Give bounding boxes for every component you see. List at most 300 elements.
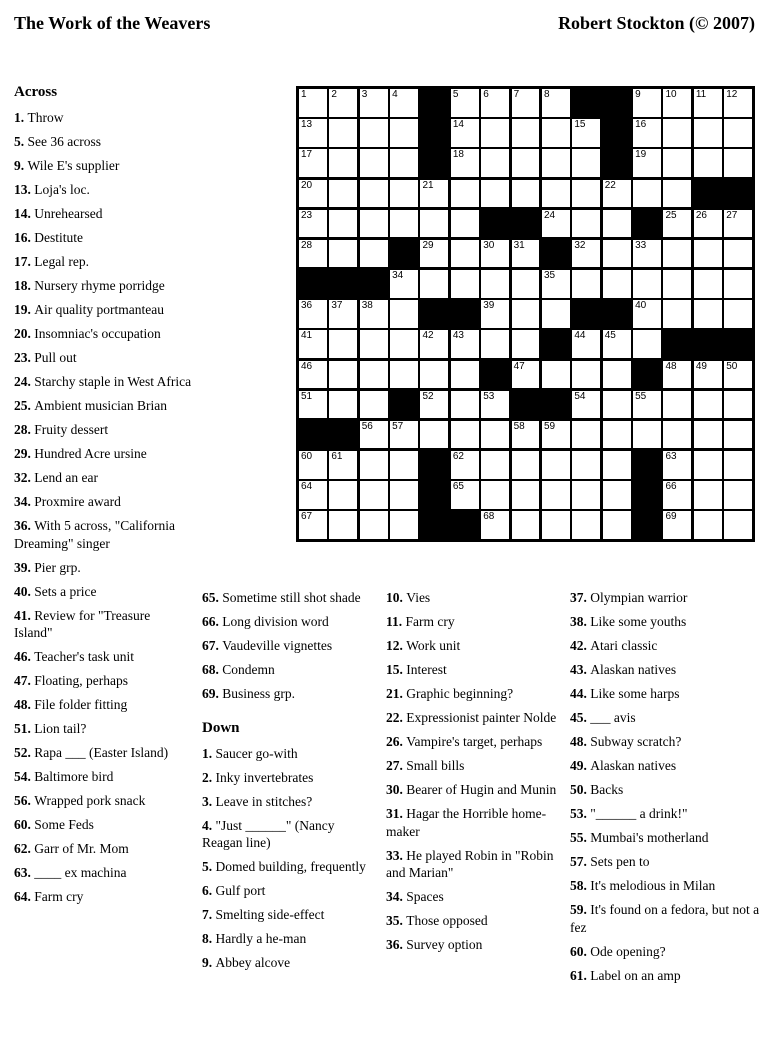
grid-cell[interactable] [360, 511, 388, 539]
grid-cell[interactable] [329, 300, 357, 328]
grid-cell[interactable] [451, 361, 479, 389]
grid-cell[interactable] [663, 300, 691, 328]
across-clue-36: 36. With 5 across, "California Dreaming" singer [14, 518, 175, 551]
grid-cell[interactable] [481, 391, 509, 419]
grid-cell[interactable] [390, 210, 418, 238]
cell-number: 27 [726, 209, 738, 221]
puzzle-author: Robert Stockton (© 2007) [558, 13, 755, 33]
cell-number: 20 [301, 179, 313, 191]
grid-cell[interactable] [481, 119, 509, 147]
grid-cell[interactable] [542, 451, 570, 479]
grid-cell[interactable] [694, 119, 722, 147]
grid-cell[interactable] [542, 270, 570, 298]
across-clue-number: 17. [14, 254, 35, 269]
grid-cell[interactable] [481, 330, 509, 358]
cell-number: 51 [301, 390, 313, 402]
across-clue-number: 13. [14, 182, 35, 197]
grid-cell[interactable] [481, 421, 509, 449]
grid-cell[interactable] [360, 119, 388, 147]
down-clue-6: 6. Gulf port [202, 883, 266, 898]
across-clue-number: 28. [14, 422, 35, 437]
grid-cell[interactable] [451, 391, 479, 419]
across-clue-number: 64. [14, 889, 35, 904]
down-clue-4: 4. "Just ______" (Nancy Reagan line) [202, 817, 335, 850]
crossword-grid [296, 86, 755, 542]
down-clue-number: 33. [386, 847, 407, 863]
cell-number: 57 [392, 420, 404, 432]
grid-cell[interactable] [390, 451, 418, 479]
grid-cell[interactable] [663, 421, 691, 449]
down-clue-number: 27. [386, 758, 407, 773]
grid-cell[interactable] [390, 481, 418, 509]
grid-cell[interactable] [390, 511, 418, 539]
cell-number: 40 [635, 300, 647, 312]
grid-cell[interactable] [724, 89, 752, 117]
grid-cell[interactable] [390, 180, 418, 208]
down-clue-number: 38. [570, 614, 591, 629]
grid-cell[interactable] [542, 119, 570, 147]
cell-number: 39 [483, 300, 495, 312]
grid-cell[interactable] [512, 240, 540, 268]
grid-cell[interactable] [542, 210, 570, 238]
grid-cell[interactable] [694, 511, 722, 539]
grid-cell[interactable] [451, 270, 479, 298]
black-cell [572, 300, 600, 328]
cell-number: 48 [665, 360, 677, 372]
across-clue-28: 28. Fruity dessert [14, 422, 109, 437]
grid-cell[interactable] [390, 149, 418, 177]
grid-cell[interactable] [572, 421, 600, 449]
grid-cell[interactable] [420, 330, 448, 358]
grid-cell[interactable] [512, 300, 540, 328]
grid-cell[interactable] [481, 180, 509, 208]
grid-cell[interactable] [694, 451, 722, 479]
grid-cell[interactable] [663, 451, 691, 479]
cell-number: 54 [574, 390, 586, 402]
grid-cell[interactable] [420, 210, 448, 238]
across-heading: Across [14, 84, 58, 100]
grid-cell[interactable] [694, 240, 722, 268]
grid-cell[interactable] [329, 119, 357, 147]
down-clue-number: 2. [202, 769, 216, 785]
grid-cell[interactable] [694, 270, 722, 298]
grid-cell[interactable] [694, 481, 722, 509]
grid-cell[interactable] [512, 89, 540, 117]
black-cell [420, 149, 448, 177]
grid-cell[interactable] [542, 481, 570, 509]
grid-cell[interactable] [420, 270, 448, 298]
grid-cell[interactable] [329, 481, 357, 509]
grid-cell[interactable] [512, 119, 540, 147]
black-cell [360, 270, 388, 298]
black-cell [603, 300, 631, 328]
across-clue-number: 24. [14, 374, 35, 389]
cell-number: 2 [331, 89, 337, 100]
grid-cell[interactable] [329, 511, 357, 539]
grid-cell[interactable] [329, 149, 357, 177]
grid-cell[interactable] [329, 361, 357, 389]
grid-cell[interactable] [512, 481, 540, 509]
grid-cell[interactable] [663, 149, 691, 177]
grid-cell[interactable] [481, 270, 509, 298]
grid-cell[interactable] [572, 149, 600, 177]
grid-cell[interactable] [724, 361, 752, 389]
cell-number: 55 [635, 390, 647, 402]
down-clue-53: 53. "______ a drink!" [570, 806, 688, 821]
down-clue-27: 27. Small bills [386, 758, 465, 773]
grid-cell[interactable] [694, 89, 722, 117]
grid-cell[interactable] [603, 330, 631, 358]
grid-cell[interactable] [360, 421, 388, 449]
grid-cell[interactable] [603, 451, 631, 479]
across-clue-56: 56. Wrapped pork snack [14, 793, 146, 808]
down-clue-10: 10. Vies [386, 590, 431, 605]
black-cell [420, 451, 448, 479]
grid-cell[interactable] [299, 119, 327, 147]
down-clue-number: 58. [570, 878, 591, 893]
grid-cell[interactable] [633, 391, 661, 419]
across-clue-number: 32. [14, 470, 35, 485]
grid-cell[interactable] [603, 511, 631, 539]
grid-cell[interactable] [390, 361, 418, 389]
black-cell [481, 210, 509, 238]
grid-cell[interactable] [481, 300, 509, 328]
grid-cell[interactable] [542, 180, 570, 208]
grid-cell[interactable] [694, 300, 722, 328]
black-cell [694, 330, 722, 358]
grid-cell[interactable] [724, 240, 752, 268]
down-clue-37: 37. Olympian warrior [570, 590, 688, 605]
down-clue-59: 59. It's found on a fedora, but not a fez [570, 902, 760, 935]
grid-cell[interactable] [299, 330, 327, 358]
grid-cell[interactable] [481, 89, 509, 117]
grid-cell[interactable] [329, 451, 357, 479]
grid-cell[interactable] [451, 451, 479, 479]
grid-cell[interactable] [572, 210, 600, 238]
grid-cell[interactable] [512, 361, 540, 389]
grid-cell[interactable] [299, 391, 327, 419]
cell-number: 59 [543, 420, 556, 432]
grid-cell[interactable] [542, 511, 570, 539]
grid-cell[interactable] [572, 511, 600, 539]
across-clue-25: 25. Ambient musician Brian [14, 398, 167, 413]
black-cell [603, 89, 631, 117]
grid-cell[interactable] [420, 240, 448, 268]
grid-cell[interactable] [360, 180, 388, 208]
grid-cell[interactable] [390, 89, 418, 117]
grid-cell[interactable] [451, 330, 479, 358]
grid-cell[interactable] [451, 119, 479, 147]
cell-number: 26 [695, 209, 707, 221]
grid-cell[interactable] [329, 330, 357, 358]
grid-cell[interactable] [481, 451, 509, 479]
down-clue-38: 38. Like some youths [570, 614, 687, 629]
down-clue-34: 34. Spaces [386, 889, 444, 904]
grid-cell[interactable] [360, 391, 388, 419]
grid-cell[interactable] [512, 270, 540, 298]
grid-cell[interactable] [633, 119, 661, 147]
down-clue-number: 21. [386, 686, 407, 701]
black-cell [420, 511, 448, 539]
across-clue-32: 32. Lend an ear [14, 470, 98, 485]
grid-cell[interactable] [360, 300, 388, 328]
grid-cell[interactable] [572, 481, 600, 509]
grid-cell[interactable] [572, 451, 600, 479]
grid-cell[interactable] [329, 391, 357, 419]
cell-number: 62 [452, 451, 464, 463]
cell-number: 32 [574, 239, 586, 251]
grid-cell[interactable] [724, 481, 752, 509]
grid-cell[interactable] [329, 180, 357, 208]
grid-cell[interactable] [603, 361, 631, 389]
grid-cell[interactable] [663, 119, 691, 147]
grid-cell[interactable] [572, 330, 600, 358]
across-clue-40: 40. Sets a price [14, 583, 97, 599]
grid-cell[interactable] [299, 300, 327, 328]
grid-cell[interactable] [329, 89, 357, 117]
grid-cell[interactable] [299, 180, 327, 208]
grid-cell[interactable] [420, 421, 448, 449]
grid-cell[interactable] [481, 481, 509, 509]
across-clue-24: 24. Starchy staple in West Africa [14, 374, 192, 389]
cell-number: 28 [301, 239, 313, 251]
grid-cell[interactable] [512, 330, 540, 358]
grid-cell[interactable] [299, 361, 327, 389]
grid-cell[interactable] [603, 180, 631, 208]
grid-cell[interactable] [663, 180, 691, 208]
grid-cell[interactable] [512, 451, 540, 479]
grid-cell[interactable] [360, 210, 388, 238]
grid-cell[interactable] [542, 149, 570, 177]
grid-cell[interactable] [420, 180, 448, 208]
cell-number: 49 [695, 360, 707, 372]
cell-number: 15 [574, 119, 586, 131]
grid-cell[interactable] [542, 421, 570, 449]
grid-cell[interactable] [451, 210, 479, 238]
cell-number: 67 [301, 511, 313, 523]
grid-cell[interactable] [724, 300, 752, 328]
across-clue-67: 67. Vaudeville vignettes [202, 638, 333, 653]
grid-cell[interactable] [633, 421, 661, 449]
grid-cell[interactable] [633, 240, 661, 268]
grid-cell[interactable] [299, 210, 327, 238]
grid-cell[interactable] [481, 149, 509, 177]
grid-cell[interactable] [360, 89, 388, 117]
grid-cell[interactable] [542, 89, 570, 117]
cell-number: 23 [301, 209, 313, 221]
grid-cell[interactable] [360, 451, 388, 479]
down-clue-number: 15. [386, 662, 407, 677]
across-clue-number: 66. [202, 614, 223, 629]
grid-cell[interactable] [603, 270, 631, 298]
grid-cell[interactable] [360, 149, 388, 177]
cell-number: 47 [513, 360, 525, 372]
cell-number: 35 [543, 270, 556, 282]
grid-cell[interactable] [694, 391, 722, 419]
grid-cell[interactable] [329, 240, 357, 268]
across-clue-13: 13. Loja's loc. [14, 182, 90, 197]
grid-cell[interactable] [663, 210, 691, 238]
cell-number: 29 [422, 239, 434, 251]
grid-cell[interactable] [512, 511, 540, 539]
black-cell [390, 240, 418, 268]
grid-cell[interactable] [572, 270, 600, 298]
clue-column-across [14, 84, 192, 912]
down-clue-number: 48. [570, 734, 591, 749]
across-clue-number: 65. [202, 590, 223, 605]
black-cell [724, 180, 752, 208]
grid-cell[interactable] [360, 361, 388, 389]
clue-column-down-3 [570, 589, 762, 991]
down-clue-number: 11. [386, 614, 406, 629]
clue-column-down-2 [386, 589, 562, 960]
down-clue-57: 57. Sets pen to [570, 854, 650, 869]
cell-number: 37 [331, 300, 343, 312]
grid-cell[interactable] [360, 330, 388, 358]
grid-cell[interactable] [663, 511, 691, 539]
grid-cell[interactable] [663, 391, 691, 419]
grid-cell[interactable] [633, 330, 661, 358]
grid-cell[interactable] [299, 89, 327, 117]
grid-cell[interactable] [694, 421, 722, 449]
grid-cell[interactable] [663, 240, 691, 268]
black-cell [420, 119, 448, 147]
grid-cell[interactable] [603, 210, 631, 238]
down-clue-43: 43. Alaskan natives [570, 662, 677, 677]
grid-cell[interactable] [542, 300, 570, 328]
grid-cell[interactable] [512, 421, 540, 449]
grid-cell[interactable] [451, 481, 479, 509]
down-clue-number: 36. [386, 937, 407, 952]
grid-cell[interactable] [694, 210, 722, 238]
grid-cell[interactable] [663, 361, 691, 389]
grid-cell[interactable] [724, 149, 752, 177]
grid-cell[interactable] [390, 300, 418, 328]
grid-cell[interactable] [299, 149, 327, 177]
grid-cell[interactable] [512, 180, 540, 208]
black-cell [420, 300, 448, 328]
grid-cell[interactable] [390, 330, 418, 358]
grid-cell[interactable] [299, 511, 327, 539]
cell-number: 69 [665, 511, 677, 523]
across-clue-number: 48. [14, 697, 35, 712]
across-clue-62: 62. Garr of Mr. Mom [14, 841, 129, 856]
grid-cell[interactable] [451, 240, 479, 268]
across-clue-54: 54. Baltimore bird [14, 769, 114, 784]
grid-cell[interactable] [451, 149, 479, 177]
cell-number: 38 [361, 300, 373, 312]
across-clue-number: 1. [14, 110, 28, 125]
down-clue-1: 1. Saucer go-with [202, 745, 298, 761]
grid-cell[interactable] [724, 511, 752, 539]
grid-cell[interactable] [633, 270, 661, 298]
grid-cell[interactable] [329, 210, 357, 238]
grid-cell[interactable] [724, 451, 752, 479]
grid-cell[interactable] [360, 481, 388, 509]
grid-cell[interactable] [633, 89, 661, 117]
grid-cell[interactable] [603, 240, 631, 268]
grid-cell[interactable] [724, 210, 752, 238]
grid-cell[interactable] [633, 180, 661, 208]
grid-cell[interactable] [451, 421, 479, 449]
grid-cell[interactable] [572, 240, 600, 268]
grid-cell[interactable] [420, 391, 448, 419]
grid-cell[interactable] [299, 240, 327, 268]
across-clue-47: 47. Floating, perhaps [14, 673, 128, 688]
across-clue-66: 66. Long division word [202, 614, 329, 629]
cell-number: 60 [301, 451, 313, 463]
grid-cell[interactable] [633, 149, 661, 177]
grid-cell[interactable] [724, 119, 752, 147]
grid-cell[interactable] [603, 421, 631, 449]
grid-cell[interactable] [481, 511, 509, 539]
down-clue-7: 7. Smelting side-effect [202, 907, 325, 922]
grid-cell[interactable] [603, 391, 631, 419]
grid-cell[interactable] [390, 270, 418, 298]
grid-cell[interactable] [360, 240, 388, 268]
grid-cell[interactable] [390, 421, 418, 449]
grid-cell[interactable] [724, 391, 752, 419]
cell-number: 65 [452, 481, 464, 493]
cell-number: 52 [422, 390, 434, 402]
down-clue-2: 2. Inky invertebrates [202, 769, 314, 785]
across-clue-number: 63. [14, 865, 35, 880]
cell-number: 5 [452, 89, 459, 100]
grid-cell[interactable] [451, 89, 479, 117]
cell-number: 17 [301, 149, 313, 161]
across-clue-number: 29. [14, 446, 35, 461]
down-clue-number: 31. [386, 806, 407, 821]
black-cell [694, 180, 722, 208]
grid-cell[interactable] [633, 300, 661, 328]
grid-cell[interactable] [390, 119, 418, 147]
down-clue-number: 26. [386, 734, 407, 749]
grid-cell[interactable] [451, 180, 479, 208]
grid-cell[interactable] [572, 391, 600, 419]
across-clue-number: 51. [14, 721, 35, 736]
grid-cell[interactable] [420, 361, 448, 389]
cell-number: 19 [635, 149, 647, 161]
grid-cell[interactable] [299, 481, 327, 509]
black-cell [633, 511, 661, 539]
cell-number: 10 [665, 89, 677, 100]
cell-number: 41 [301, 330, 313, 342]
down-clue-number: 1. [202, 745, 216, 761]
grid-cell[interactable] [572, 180, 600, 208]
grid-cell[interactable] [481, 240, 509, 268]
grid-cell[interactable] [603, 481, 631, 509]
grid-cell[interactable] [694, 149, 722, 177]
grid-cell[interactable] [572, 361, 600, 389]
grid-cell[interactable] [724, 270, 752, 298]
grid-cell[interactable] [512, 149, 540, 177]
grid-cell[interactable] [542, 361, 570, 389]
across-clue-16: 16. Destitute [14, 230, 83, 245]
grid-cell[interactable] [663, 481, 691, 509]
across-clue-52: 52. Rapa ___ (Easter Island) [14, 745, 169, 760]
grid-cell[interactable] [299, 451, 327, 479]
grid-cell[interactable] [694, 361, 722, 389]
down-clue-number: 45. [570, 710, 591, 725]
grid-cell[interactable] [572, 119, 600, 147]
cell-number: 9 [635, 89, 641, 100]
down-clue-15: 15. Interest [386, 662, 447, 677]
down-clue-number: 34. [386, 889, 407, 904]
grid-cell[interactable] [663, 270, 691, 298]
grid-cell[interactable] [663, 89, 691, 117]
grid-cell[interactable] [724, 421, 752, 449]
cell-number: 53 [483, 390, 495, 402]
